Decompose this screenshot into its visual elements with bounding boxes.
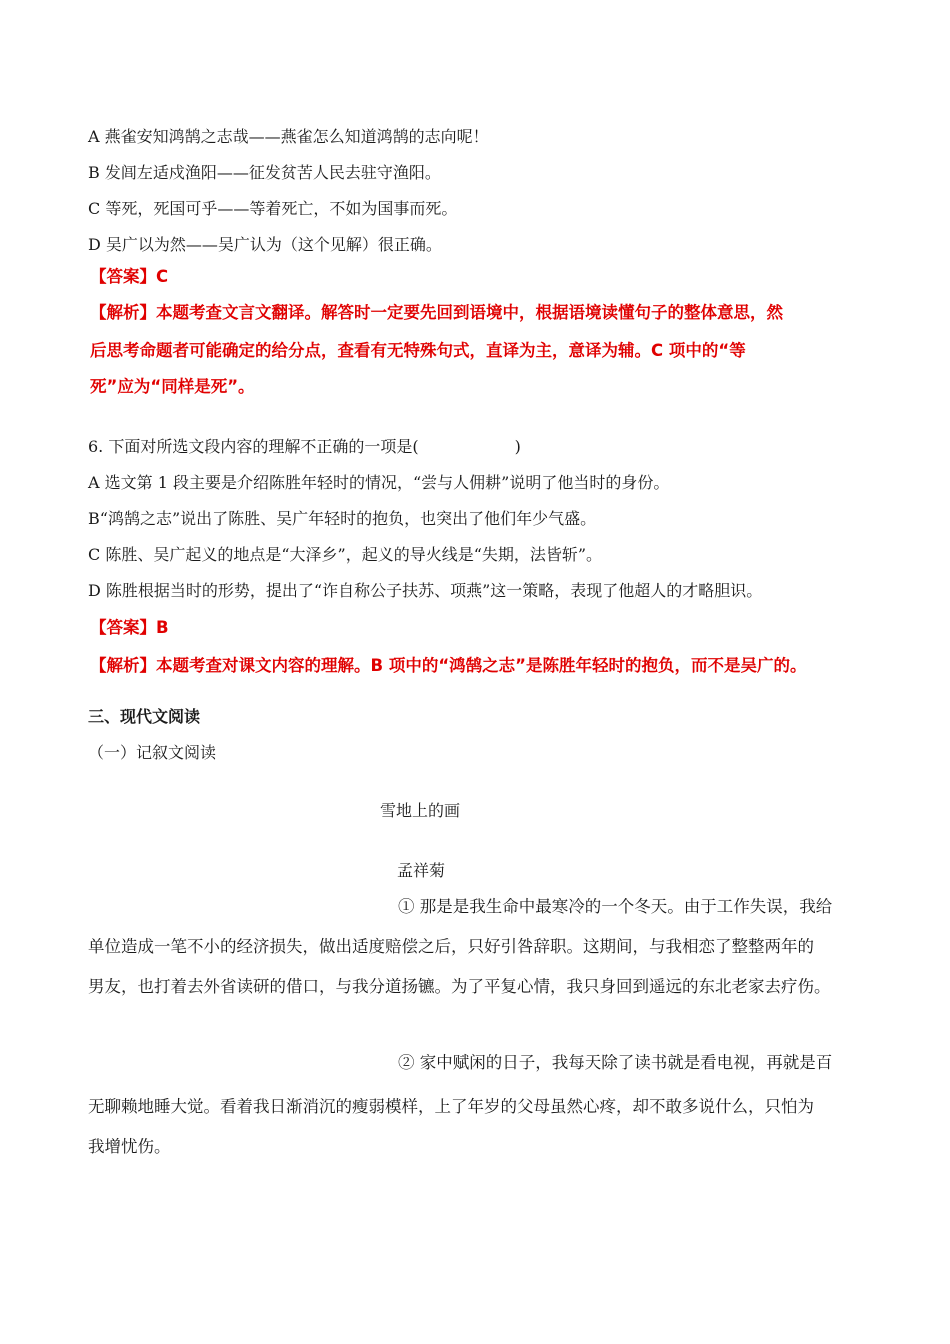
article-author: 孟祥菊	[397, 861, 446, 880]
q6-answer: 【答案】B	[90, 618, 169, 637]
q5-analysis-line-2: 后思考命题者可能确定的给分点，查看有无特殊句式，直译为主，意译为辅。C 项中的“等	[90, 341, 746, 360]
q6-option-a: A 选文第 1 段主要是介绍陈胜年轻时的情况，“尝与人佣耕”说明了他当时的身份。	[88, 473, 670, 492]
q5-option-b: B 发闾左适戍渔阳——征发贫苦人民去驻守渔阳。	[88, 163, 441, 182]
q5-option-a: A 燕雀安知鸿鹄之志哉——燕雀怎么知道鸿鹄的志向呢！	[88, 127, 489, 146]
q5-option-d: D 吴广以为然——吴广认为（这个见解）很正确。	[88, 235, 442, 254]
q5-analysis-line-1: 【解析】本题考查文言文翻译。解答时一定要先回到语境中，根据语境读懂句子的整体意思，然	[90, 303, 783, 322]
section-title: 三、现代文阅读	[88, 707, 201, 726]
q6-stem: 6. 下面对所选文段内容的理解不正确的一项是( )	[88, 437, 521, 456]
q6-option-d: D 陈胜根据当时的形势，提出了“诈自称公子扶苏、项燕”这一策略，表现了他超人的才略胆识。	[88, 581, 763, 600]
q5-answer: 【答案】C	[90, 267, 169, 286]
q6-option-b: B“鸿鹄之志”说出了陈胜、吴广年轻时的抱负，也突出了他们年少气盛。	[88, 509, 597, 528]
q6-analysis: 【解析】本题考查对课文内容的理解。B 项中的“鸿鹄之志”是陈胜年轻时的抱负，而不是吴广的。	[90, 656, 807, 675]
q6-option-c: C 陈胜、吴广起义的地点是“大泽乡”，起义的导火线是“失期，法皆斩”。	[88, 545, 603, 564]
article-title: 雪地上的画	[380, 801, 461, 820]
paragraph-1-line-2: 单位造成一笔不小的经济损失，做出适度赔偿之后，只好引咎辞职。这期间，与我相恋了整整两年的	[88, 937, 814, 956]
paragraph-2-line-2: 无聊赖地睡大觉。看着我日渐消沉的瘦弱模样，上了年岁的父母虽然心疼，却不敢多说什么，只怕为	[88, 1097, 814, 1116]
q5-option-c: C 等死，死国可乎——等着死亡，不如为国事而死。	[88, 199, 458, 218]
paragraph-1-line-1: ① 那是是我生命中最寒冷的一个冬天。由于工作失误，我给	[398, 897, 833, 916]
paragraph-1-line-3: 男友，也打着去外省读研的借口，与我分道扬镳。为了平复心情，我只身回到遥远的东北老家去疗伤。	[88, 977, 831, 996]
q5-analysis-line-3: 死”应为“同样是死”。	[90, 377, 255, 396]
section-subtitle: （一）记叙文阅读	[88, 743, 217, 762]
paragraph-2-line-3: 我增忧伤。	[88, 1137, 171, 1156]
paragraph-2-line-1: ② 家中赋闲的日子，我每天除了读书就是看电视，再就是百	[398, 1053, 833, 1072]
